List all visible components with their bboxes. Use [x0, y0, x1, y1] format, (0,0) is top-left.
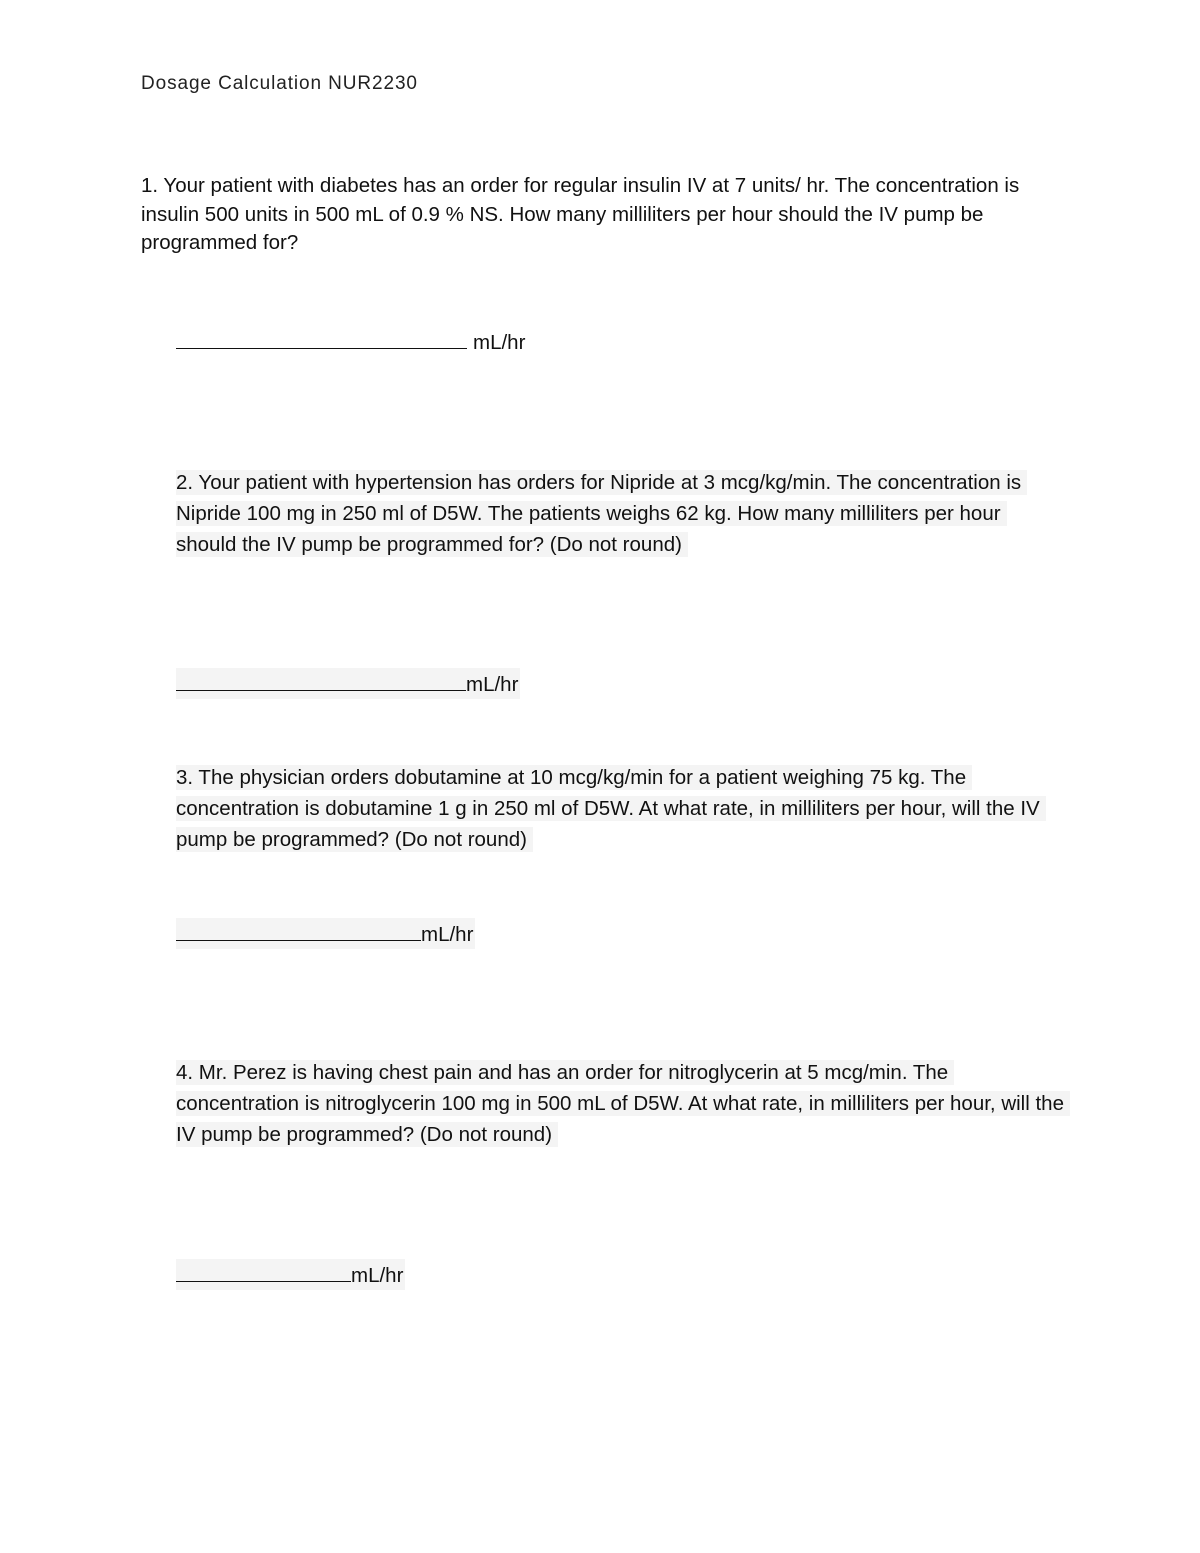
question-1-text: 1. Your patient with diabetes has an order for regular insulin IV at 7 units/ hr. The concentration is insulin 500 units in 500 mL of 0.9 % NS. How many milliliters per hour should the IV pump be programmed for? [141, 174, 1020, 254]
document-header: Dosage Calculation NUR2230 [141, 73, 418, 94]
question-2 [176, 467, 1066, 560]
answer-blank-1 [176, 328, 467, 349]
answer-unit-4: mL/hr [351, 1264, 404, 1287]
answer-line-4 [176, 1259, 405, 1290]
answer-blank-3 [176, 920, 421, 941]
answer-blank-4 [176, 1261, 351, 1282]
answer-line-2 [176, 668, 520, 699]
answer-unit-3: mL/hr [421, 923, 474, 946]
question-3-text: 3. The physician orders dobutamine at 10 mcg/kg/min for a patient weighing 75 kg. The concentration is dobutamine 1 g in 250 ml of D5W. At what rate, in milliliters per hour, will the IV pump be programmed? (Do not round) [176, 765, 1046, 852]
answer-line-3 [176, 918, 475, 949]
question-1 [141, 172, 1071, 258]
answer-unit-1: mL/hr [473, 331, 526, 354]
answer-blank-2 [176, 670, 466, 691]
question-2-text: 2. Your patient with hypertension has orders for Nipride at 3 mcg/kg/min. The concentration is Nipride 100 mg in 250 ml of D5W. The patients weighs 62 kg. How many milliliters per hour should the IV pump be programmed for? (Do not round) [176, 470, 1027, 557]
question-4 [176, 1057, 1066, 1150]
answer-unit-2: mL/hr [466, 673, 519, 696]
question-4-text: 4. Mr. Perez is having chest pain and has an order for nitroglycerin at 5 mcg/min. The concentration is nitroglycerin 100 mg in 500 mL of D5W. At what rate, in milliliters per hour, will the IV pump be programmed? (Do not round) [176, 1060, 1070, 1147]
answer-line-1 [176, 328, 525, 355]
question-3 [176, 762, 1056, 855]
